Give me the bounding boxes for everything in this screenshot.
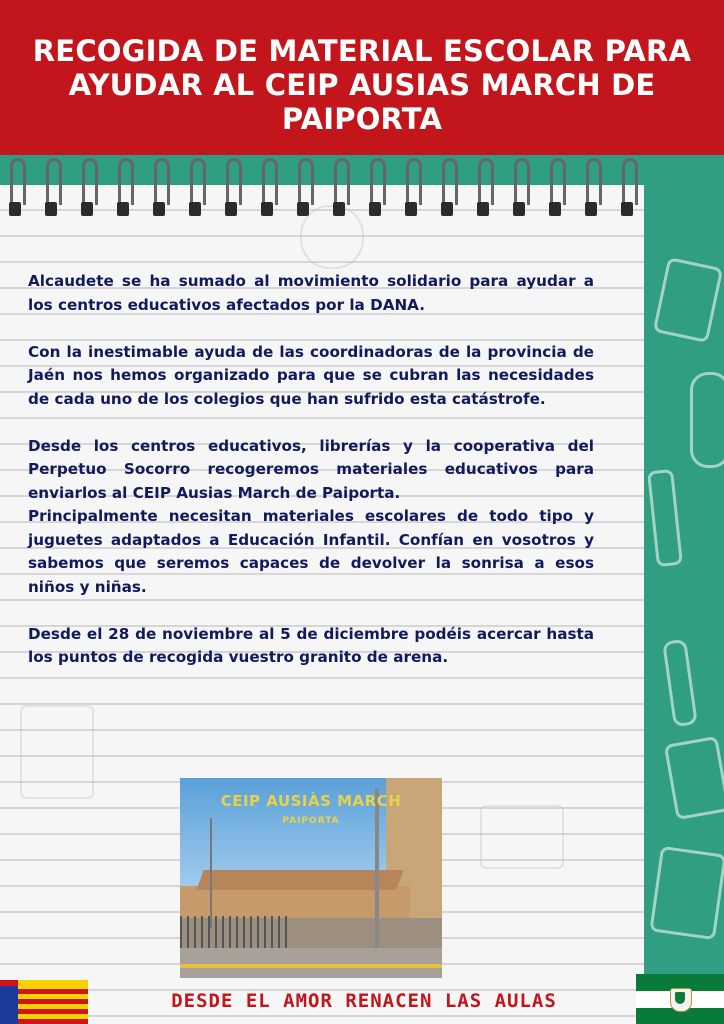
flask-doodle-icon xyxy=(690,372,724,468)
photo-subtitle: PAIPORTA xyxy=(282,816,340,826)
book-doodle-icon xyxy=(20,705,94,799)
paragraph-needs: Principalmente necesitan materiales escolares de todo tipo y juguetes adaptados a Educación Infantil. Confían en vosotros y sabemos que seremos capaces de devolver la sonrisa a esos niños y niñas. xyxy=(28,507,594,596)
notepad-doodle-icon xyxy=(653,257,724,343)
paragraph-dates: Desde el 28 de noviembre al 5 de diciembre podéis acercar hasta los puntos de recogida vuestro granito de arena. xyxy=(28,624,594,666)
body-text xyxy=(28,270,594,693)
footer-slogan: DESDE EL AMOR RENACEN LAS AULAS xyxy=(171,990,557,1012)
pencil-doodle-icon xyxy=(664,736,724,820)
paragraph-collection: Desde los centros educativos, librerías y la cooperativa del Perpetuo Socorro recogeremos materiales educativos para enviarlos al CEIP Ausias March de Paiporta. xyxy=(28,436,594,502)
header-banner xyxy=(0,0,724,155)
pencil-case-doodle-icon xyxy=(480,805,564,869)
clipboard-doodle-icon xyxy=(649,846,724,940)
paragraph-coordination: Con la inestimable ayuda de las coordinadoras de la provincia de Jaén nos hemos organizado para que se cubran las necesidades de cada uno de los colegios que han sufrido esta catástrofe. xyxy=(28,342,594,408)
school-photo xyxy=(180,778,442,978)
exclamation-doodle-icon xyxy=(662,639,698,728)
andalucia-flag-icon xyxy=(636,974,724,1024)
paragraph-intro: Alcaudete se ha sumado al movimiento solidario para ayudar a los centros educativos afectados por la DANA. xyxy=(28,272,594,314)
photo-title: CEIP AUSIÀS MARCH xyxy=(220,792,402,810)
page-title: RECOGIDA DE MATERIAL ESCOLAR PARA AYUDAR AL CEIP AUSIAS MARCH DE PAIPORTA xyxy=(32,34,692,136)
valencia-flag-icon xyxy=(0,980,88,1024)
spiral-binding xyxy=(0,158,644,218)
ruler-doodle-icon xyxy=(647,469,683,567)
